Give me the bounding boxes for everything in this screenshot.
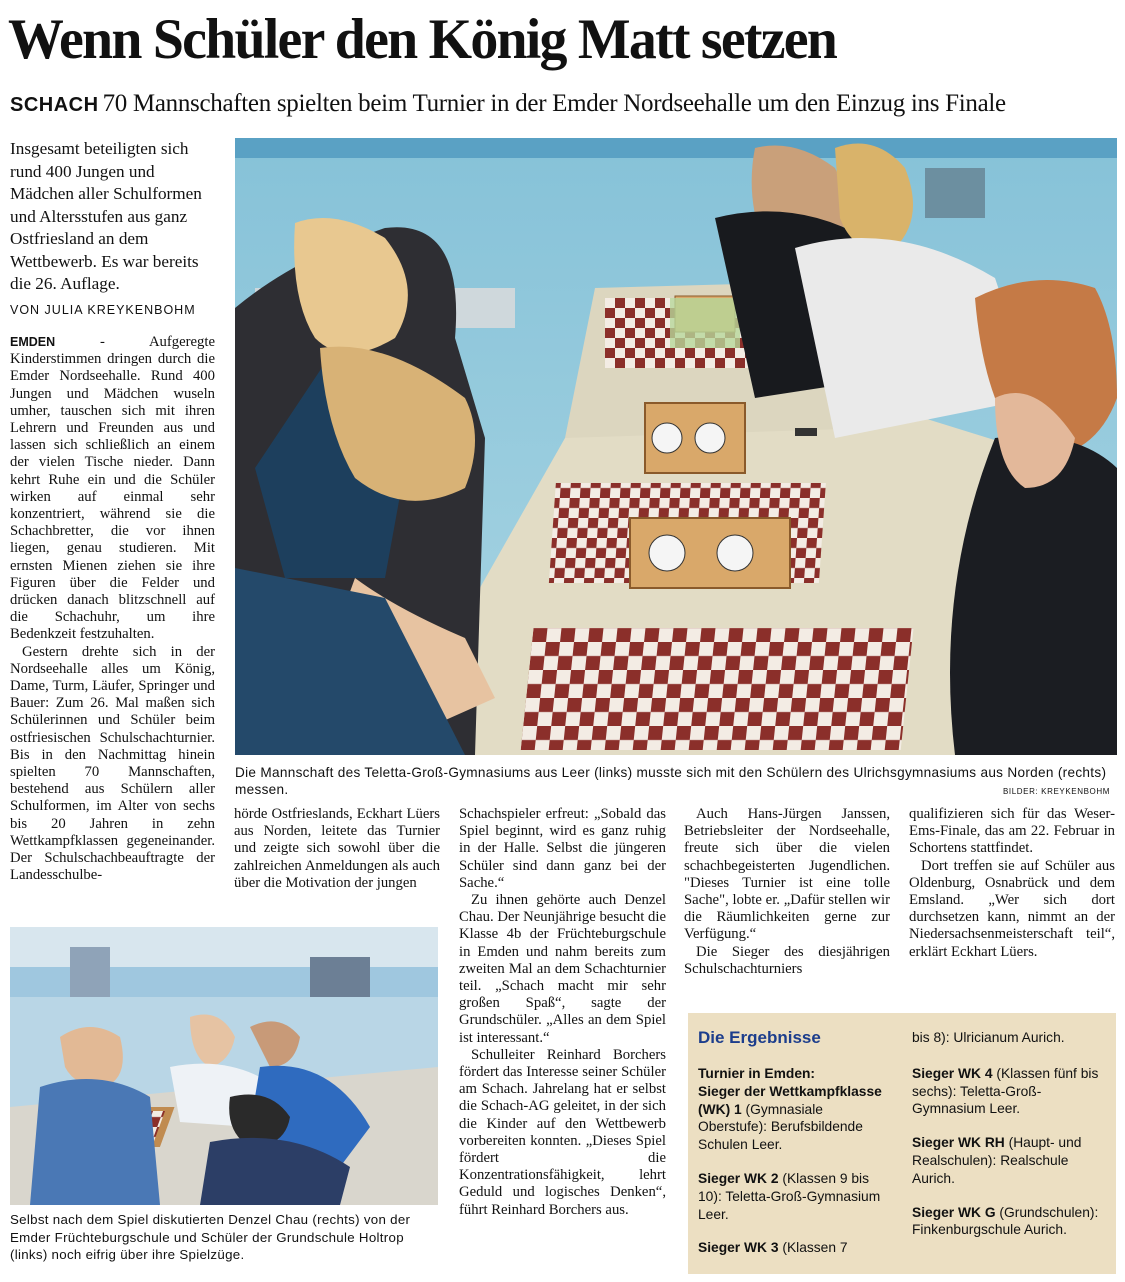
result-wkg [912,1204,1107,1240]
headline: Wenn Schüler den König Matt setzen [8,8,837,71]
results-column-right [912,1029,1107,1255]
results-column-left [698,1065,890,1273]
paragraph: Gestern drehte sich in der Nordseehalle alles um König, Dame, Turm, Läufer, Springer und Bauer: Zum 26. Mal maßen sich Schülerinnen und Schüler beim ostfriesischen Schulschachturnier. Bis in den Nachmittag hinein spielten 70 Mannschaften, bestehend aus Schülern aller Schulformen, im Alter von sechs bis 20 Jahren in zehn Wettkampfklassen gegeneinander. Der Schulschachbeauftragte der Landesschulbe- [10,643,215,884]
result-wk3-continued: bis 8): Ulricianum Aurich. [912,1030,1065,1045]
result-wk4 [912,1065,1107,1118]
result-text: (Klassen 9 bis 10): Teletta-Groß-Gymnasium Leer. [698,1170,881,1222]
small-photo-children-chess-image [10,927,438,1205]
byline: VON JULIA KREYKENBOHM [10,303,196,317]
paragraph: Dort treffen sie auf Schüler aus Oldenburg, Osnabrück und dem Emsland. „Wer sich dort durchsetzen kann, nimmt an der Niedersachsenmeisterschaft teil“, erklärt Eckhart Lüers. [909,857,1115,960]
results-intro: Turnier in Emden: [698,1066,816,1081]
main-photo [235,138,1117,755]
result-wkrh [912,1134,1107,1187]
paragraph: Auch Hans-Jürgen Janssen, Betriebsleiter der Nordseehalle, freute sich über die vielen schachbegeisterten Jugendlichen. "Dieses Turnier ist eine tolle Sache", lobte er. „Dafür stellen wir die Räumlichkeiten gerne zur Verfügung.“ [684,806,890,943]
result-label: Sieger WK G [912,1204,996,1220]
dateline: EMDEN [10,335,56,349]
paragraph: hörde Ostfrieslands, Eckhart Lüers aus Norden, leitete das Turnier und zeigte sich sowohl über die zahlreichen Anmeldungen als auch über die Motivation der jungen [234,806,440,891]
subheadline-text: 70 Mannschaften spielten beim Turnier in der Emder Nordseehalle um den Einzug ins Finale [102,90,1006,117]
paragraph: Schulleiter Reinhard Borchers fördert das Interesse seiner Schüler am Schach. Jahrelang hat er selbst die Schach-AG geleitet, in der sich die Kinder auf den Wettbewerb vorbereiten konnten. „Dieses Spiel fördert die Konzentrationsfähigkeit, lehrt Geduld und logisches Denken“, führt Reinhard Borchers aus. [459,1046,666,1218]
paragraph: Die Sieger des diesjährigen Schulschachturniers [684,943,890,977]
article-column-4 [684,806,890,978]
results-box [688,1013,1116,1274]
result-text: (Klassen 7 [778,1240,848,1256]
article-column-2 [234,806,440,892]
result-wk2 [698,1170,890,1223]
article-column-3 [459,806,666,1219]
section-kicker: SCHACH [10,94,99,116]
result-label: Sieger der Wettkampfklasse (WK) 1 [698,1083,882,1117]
photo-credit: BILDER: KREYKENBOHM [1003,787,1110,796]
small-photo [10,927,438,1205]
teaser: Insgesamt beteiligten sich rund 400 Jungen und Mädchen aller Schulformen und Altersstufen aus ganz Ostfriesland an dem Wettbewerb. Es war bereits die 26. Auflage. [10,139,202,293]
paragraph: Schachspieler erfreut: „Sobald das Spiel beginnt, wird es ganz ruhig in der Halle. Selbst die jüngeren Schüler sind dann ganz bei der Sache.“ [459,806,666,891]
result-text: (Haupt- und Realschulen): Realschule Aurich. [912,1135,1082,1186]
result-text: (Grundschulen): Finkenburgschule Aurich. [912,1204,1099,1238]
result-label: Sieger WK 3 [698,1240,779,1256]
article-column-1 [10,334,215,885]
main-photo-caption: Die Mannschaft des Teletta-Groß-Gymnasiums aus Leer (links) musste sich mit den Schülern des Ulrichsgymnasiums aus Norden (rechts) messen. [235,765,1107,797]
paragraph: qualifizieren sich für das Weser-Ems-Finale, das am 22. Februar in Schortens stattfindet. [909,806,1115,857]
article-column-5 [909,806,1115,961]
result-label: Sieger WK RH [912,1135,1005,1151]
main-photo-chess-image [235,138,1117,755]
result-label: Sieger WK 2 [698,1170,779,1186]
subheadline [10,88,1006,121]
result-text: (Klassen fünf bis sechs): Teletta-Groß-Gymnasium Leer. [912,1065,1099,1117]
result-wk3 [698,1239,890,1257]
result-wk1 [698,1065,890,1154]
paragraph: - Aufgeregte Kinderstimmen dringen durch die Emder Nordseehalle. Rund 400 Jungen und Mädchen wuseln umher, tauschen sich mit ihren Lehrern und Freunden aus und lassen sich schließlich an einem der vielen Tische nieder. Dann kehrt Ruhe ein und die Schüler wirken auf einmal sehr konzentriert, während sie die Schachbretter, die vor ihnen liegen, genau studieren. Mit ernsten Mienen ziehen sie ihre Figuren über die Felder und drücken danach blitzschnell auf die Schachuhr, um ihre Bedenkzeit festzuhalten. [10,334,215,643]
result-text: (Gymnasiale Oberstufe): Berufsbildende Schulen Leer. [698,1101,863,1153]
result-label: Sieger WK 4 [912,1065,993,1081]
paragraph: Zu ihnen gehörte auch Denzel Chau. Der Neunjährige besucht die Klasse 4b der Früchteburgschule in Emden und nahm bereits zum zweiten Mal an dem Schachturnier teil. „Schach macht mir sehr großen Spaß“, sagte der Grundschüler. „Alles an dem Spiel ist interessant.“ [459,892,666,1046]
results-title: Die Ergebnisse [698,1028,821,1047]
small-photo-caption: Selbst nach dem Spiel diskutierten Denzel Chau (rechts) von der Emder Früchteburgschule und Schüler der Grundschule Holtrop (links) noch eifrig über ihre Spielzüge. [10,1212,411,1263]
